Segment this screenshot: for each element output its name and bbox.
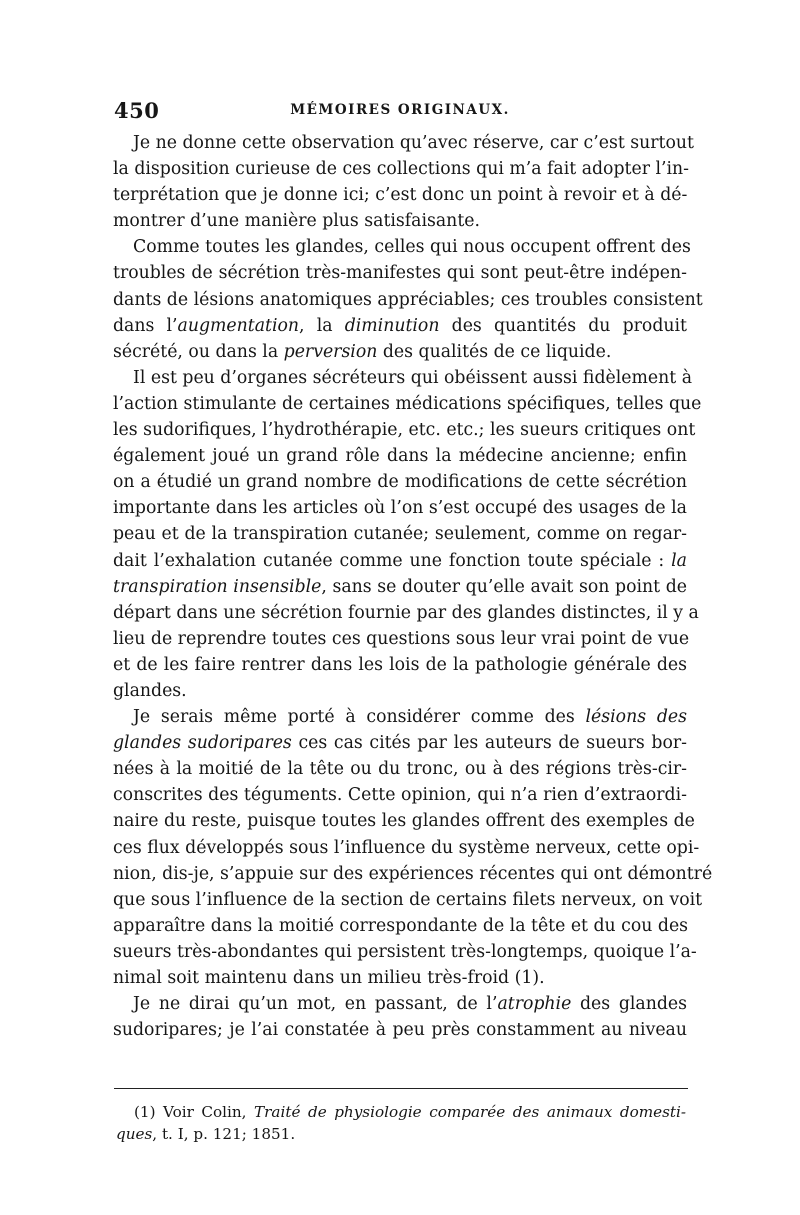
text-line	[113, 939, 697, 965]
italic-text: augmentation	[177, 315, 300, 336]
text-run: dants de lésions anatomiques appréciables; ces troubles consistent	[113, 289, 703, 310]
text-run: conscrites des téguments. Cette opinion, qui n’a rien d’extraordi-	[113, 785, 687, 806]
text-run: glandes.	[113, 680, 187, 701]
italic-text: glandes sudoripares	[113, 733, 292, 754]
text-run: départ dans une sécrétion fournie par des glandes distinctes, il y a	[113, 602, 699, 623]
text-line	[113, 991, 687, 1017]
text-run: troubles de sécrétion très-manifestes qui sont peut-être indépen-	[113, 263, 687, 284]
text-line	[113, 234, 691, 260]
footnote-rule	[114, 1088, 688, 1089]
text-run: Il est peu d’organes sécréteurs qui obéissent aussi fidèlement à	[133, 367, 692, 388]
text-run: nion, dis-je, s’appuie sur des expériences récentes qui ont démontré	[113, 863, 713, 884]
text-run: des glandes	[571, 994, 688, 1015]
text-run: , t. I, p. 121; 1851.	[152, 1125, 296, 1143]
text-line	[113, 548, 687, 574]
text-run: Je serais même porté à considérer comme des	[133, 707, 586, 728]
text-run: la disposition curieuse de ces collections qui m’a fait adopter l’in-	[113, 159, 689, 180]
italic-text: perversion	[283, 341, 378, 362]
footnote-line	[116, 1123, 686, 1145]
paragraph	[113, 130, 694, 234]
text-line	[113, 678, 687, 704]
text-line	[113, 835, 700, 861]
paragraph	[113, 704, 713, 991]
text-line	[113, 260, 687, 286]
text-run: naire du reste, puisque toutes les glandes offrent des exemples de	[113, 811, 695, 832]
text-line	[113, 730, 687, 756]
text-line	[113, 574, 687, 600]
text-run: lieu de reprendre toutes ces questions sous leur vrai point de vue	[113, 628, 690, 649]
text-line	[113, 913, 687, 939]
footnote-line	[116, 1101, 686, 1123]
text-run: dans l’	[113, 315, 178, 336]
text-run: (1) Voir Colin,	[134, 1103, 255, 1121]
text-line	[113, 1017, 687, 1043]
page-header	[114, 98, 686, 126]
text-run: on a étudié un grand nombre de modifications de cette sécrétion	[113, 472, 687, 493]
text-run: les sudorifiques, l’hydrothérapie, etc. etc.; les sueurs critiques ont	[113, 420, 696, 441]
text-run: Je ne donne cette observation qu’avec réserve, car c’est surtout	[133, 133, 694, 153]
italic-text: Traité de physiologie comparée des animaux domesti-	[254, 1103, 686, 1121]
text-run: des quantités du produit	[439, 315, 687, 336]
text-run: ces flux développés sous l’influence du système nerveux, cette opi-	[113, 837, 700, 858]
text-line	[113, 756, 687, 782]
text-run: sécrété, ou dans la	[113, 341, 284, 362]
text-line	[113, 287, 703, 313]
italic-text: lésions des	[585, 707, 687, 728]
text-run: nées à la moitié de la tête ou du tronc, ou à des régions très-cir-	[113, 759, 687, 780]
text-run: importante dans les articles où l’on s’est occupé des usages de la	[113, 498, 687, 519]
text-run: ces cas cités par les auteurs de sueurs bor-	[291, 733, 687, 754]
text-line	[113, 339, 687, 365]
paragraph	[113, 991, 687, 1043]
text-run: et de les faire rentrer dans les lois de la pathologie générale des	[113, 654, 687, 675]
text-run: des qualités de ce liquide.	[377, 341, 612, 362]
text-line	[113, 808, 695, 834]
body-text	[113, 130, 713, 1043]
text-line	[113, 417, 696, 443]
footnote	[116, 1101, 686, 1145]
text-line	[113, 313, 687, 339]
italic-text: atrophie	[497, 994, 572, 1015]
text-line	[113, 861, 713, 887]
text-line	[113, 182, 687, 208]
text-line	[113, 156, 687, 182]
text-run: apparaître dans la moitié correspondante de la tête et du cou des	[113, 915, 689, 936]
italic-text: ques	[116, 1125, 153, 1143]
text-line	[113, 782, 687, 808]
text-line	[113, 887, 703, 913]
text-line	[113, 130, 694, 156]
text-line	[113, 965, 687, 991]
text-line	[113, 391, 702, 417]
text-line	[113, 652, 687, 678]
text-line	[113, 469, 687, 495]
italic-text: la	[671, 550, 687, 571]
text-run: , la	[299, 315, 345, 336]
text-run: sudoripares; je l’ai constatée à peu près constamment au niveau	[113, 1020, 687, 1041]
paragraph	[113, 365, 702, 704]
text-run: dait l’exhalation cutanée comme une fonction toute spéciale :	[113, 550, 672, 571]
text-line	[113, 495, 687, 521]
text-run: Comme toutes les glandes, celles qui nous occupent offrent des	[133, 237, 691, 258]
text-line	[113, 365, 692, 391]
text-run: , sans se douter qu’elle avait son point de	[321, 576, 687, 597]
text-line	[113, 704, 687, 730]
text-line	[113, 626, 690, 652]
text-run: sueurs très-abondantes qui persistent très-longtemps, quoique l’a-	[113, 941, 697, 962]
text-run: nimal soit maintenu dans un milieu très-froid (1).	[113, 968, 545, 988]
text-line	[113, 208, 687, 234]
text-run: montrer d’une manière plus satisfaisante.	[113, 211, 480, 232]
italic-text: diminution	[344, 315, 440, 336]
text-run: que sous l’influence de la section de certains filets nerveux, on voit	[113, 889, 703, 910]
running-head: MÉMOIRES ORIGINAUX.	[290, 102, 510, 118]
text-run: également joué un grand rôle dans la médecine ancienne; enfin	[113, 446, 687, 467]
text-run: peau et de la transpiration cutanée; seulement, comme on regar-	[113, 524, 687, 545]
text-run: l’action stimulante de certaines médications spécifiques, telles que	[113, 393, 702, 414]
text-line	[113, 600, 699, 626]
page-number: 450	[114, 98, 160, 123]
text-line	[113, 443, 687, 469]
text-run: Je ne dirai qu’un mot, en passant, de l’	[133, 994, 498, 1015]
paragraph	[113, 234, 703, 364]
italic-text: transpiration insensible	[113, 576, 322, 597]
text-line	[113, 521, 687, 547]
text-run: terprétation que je donne ici; c’est donc un point à revoir et à dé-	[113, 185, 688, 206]
